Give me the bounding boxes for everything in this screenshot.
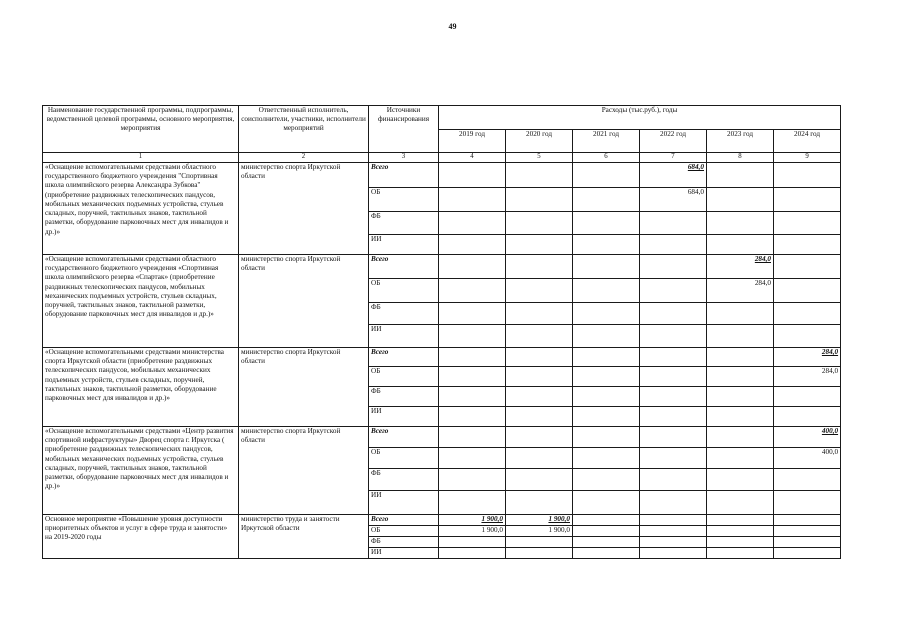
funding-source: Всего (369, 255, 439, 279)
expense-value (774, 163, 841, 188)
expense-value (640, 348, 707, 367)
expense-value (573, 235, 640, 255)
expense-value (573, 367, 640, 387)
measure-name: «Оснащение вспомогательными средствами областного государственного бюджетного учреждения «Спортивная школа олимпийского резерва «Спартак» (приобретение раздвижных телескопических пандусов, мобильных механических подъемных устройств, стульев складных, поручней, тактильных знаков, тактильной разметки, оборудование парковочных мест для инвалидов и др.)» (43, 255, 239, 348)
expense-value (774, 491, 841, 515)
expense-value (774, 526, 841, 537)
funding-source: ИИ (369, 235, 439, 255)
expense-value (573, 279, 640, 303)
expense-value (506, 407, 573, 427)
expense-value (439, 325, 506, 348)
column-number: 2 (239, 153, 369, 163)
expense-value (573, 526, 640, 537)
expense-value (439, 407, 506, 427)
expense-value: 400,0 (774, 448, 841, 469)
expense-value (640, 407, 707, 427)
expense-value (707, 387, 774, 407)
header-name-column: Наименование государственной программы, подпрограммы, ведомственной целевой программы, основного мероприятия, мероприятия (43, 106, 239, 153)
funding-source: ОБ (369, 188, 439, 212)
expense-value (707, 348, 774, 367)
expense-value (573, 515, 640, 526)
expense-value (439, 303, 506, 325)
measure-executor: министерство спорта Иркутской области (239, 348, 369, 427)
expense-value (707, 515, 774, 526)
expense-value (707, 537, 774, 548)
expense-value (640, 515, 707, 526)
expense-value (640, 367, 707, 387)
expense-value (506, 367, 573, 387)
table-row (43, 515, 841, 526)
measure-executor: министерство спорта Иркутской области (239, 255, 369, 348)
column-number: 7 (640, 153, 707, 163)
expense-value (640, 548, 707, 559)
expense-value: 284,0 (707, 255, 774, 279)
expense-value (707, 548, 774, 559)
expense-value (774, 325, 841, 348)
header-executor-column: Ответственный исполнитель, соисполнители, участники, исполнители мероприятий (239, 106, 369, 153)
funding-source: ОБ (369, 367, 439, 387)
header-expenses: Расходы (тыс.руб.), годы (439, 106, 841, 130)
expense-value (707, 367, 774, 387)
budget-body (43, 163, 841, 559)
expense-value (640, 427, 707, 448)
header-year: 2024 год (774, 130, 841, 153)
expense-value (439, 163, 506, 188)
funding-source: ОБ (369, 526, 439, 537)
expense-value (573, 163, 640, 188)
expense-value (573, 387, 640, 407)
expense-value (707, 163, 774, 188)
expense-value (774, 279, 841, 303)
expense-value (573, 212, 640, 235)
table-row (43, 255, 841, 279)
expense-value (439, 212, 506, 235)
header-year: 2022 год (640, 130, 707, 153)
funding-source: Всего (369, 427, 439, 448)
expense-value (707, 325, 774, 348)
expense-value (774, 537, 841, 548)
expense-value (506, 235, 573, 255)
measure-executor: министерство труда и занятости Иркутской области (239, 515, 369, 559)
expense-value (439, 448, 506, 469)
expense-value: 1 900,0 (439, 526, 506, 537)
expense-value (707, 526, 774, 537)
column-number: 4 (439, 153, 506, 163)
expense-value (774, 515, 841, 526)
funding-source: ФБ (369, 387, 439, 407)
expense-value (774, 188, 841, 212)
expense-value (573, 303, 640, 325)
expense-value (774, 387, 841, 407)
expense-value: 1 900,0 (506, 515, 573, 526)
expense-value (707, 448, 774, 469)
expense-value (640, 537, 707, 548)
measure-name: «Оснащение вспомогательными средствами министерства спорта Иркутской области (приобретение раздвижных телескопических пандусов, мобильных механических подъемных устройств, стульев складных, поручней, тактильных знаков, тактильной разметки, оборудование парковочных мест для инвалидов и др.)» (43, 348, 239, 427)
funding-source: ИИ (369, 548, 439, 559)
header-year: 2021 год (573, 130, 640, 153)
expense-value (506, 348, 573, 367)
expense-value: 684,0 (640, 188, 707, 212)
expense-value (640, 469, 707, 491)
expense-value (506, 325, 573, 348)
expense-value (774, 235, 841, 255)
expense-value (506, 163, 573, 188)
funding-source: ФБ (369, 212, 439, 235)
expense-value (439, 367, 506, 387)
expense-value (774, 255, 841, 279)
expense-value (573, 427, 640, 448)
funding-source: Всего (369, 163, 439, 188)
funding-source: ОБ (369, 448, 439, 469)
expense-value (707, 407, 774, 427)
funding-source: ФБ (369, 303, 439, 325)
header-year: 2023 год (707, 130, 774, 153)
expense-value: 284,0 (774, 367, 841, 387)
expense-value (640, 491, 707, 515)
expense-value (573, 537, 640, 548)
expense-value (573, 325, 640, 348)
expense-value (506, 548, 573, 559)
expense-value (506, 279, 573, 303)
column-number: 9 (774, 153, 841, 163)
expense-value (573, 491, 640, 515)
expense-value (506, 537, 573, 548)
column-number: 1 (43, 153, 239, 163)
expense-value (506, 387, 573, 407)
funding-source: ОБ (369, 279, 439, 303)
measure-name: «Оснащение вспомогательными средствами областного государственного бюджетного учреждения "Спортивная школа олимпийского резерва Александра Зубкова" (приобретение раздвижных телескопических пандусов, мобильных механических подъемных устройства, стульев складных, поручней, тактильных знаков, тактильной разметки, оборудование парковочных мест для инвалидов и др.)» (43, 163, 239, 255)
table-row (43, 348, 841, 367)
expense-value (707, 491, 774, 515)
funding-source: ИИ (369, 325, 439, 348)
expense-value: 284,0 (707, 279, 774, 303)
expense-value (640, 387, 707, 407)
expense-value (439, 469, 506, 491)
funding-source: ИИ (369, 407, 439, 427)
expense-value (573, 407, 640, 427)
expense-value (640, 255, 707, 279)
expense-value (439, 548, 506, 559)
expense-value (774, 469, 841, 491)
expense-value: 400,0 (774, 427, 841, 448)
expense-value (506, 255, 573, 279)
expense-value (707, 188, 774, 212)
header-year: 2020 год (506, 130, 573, 153)
column-number: 3 (369, 153, 439, 163)
expense-value (640, 448, 707, 469)
expense-value (506, 188, 573, 212)
funding-source: ФБ (369, 469, 439, 491)
page-number: 49 (448, 22, 457, 31)
expense-value (640, 279, 707, 303)
header-year: 2019 год (439, 130, 506, 153)
measure-name: «Оснащение вспомогательными средствами «Центр развития спортивной инфраструктуры» Дворец спорта г. Иркутска ( приобретение раздвижных телескопических пандусов, мобильных механических подъемных устройства, стульев складных, поручней, тактильных знаков, тактильной разметки, оборудование парковочных мест для инвалидов и др.)» (43, 427, 239, 515)
funding-source: ФБ (369, 537, 439, 548)
expense-value (640, 235, 707, 255)
expense-value (506, 212, 573, 235)
expense-value (774, 212, 841, 235)
expense-value (439, 279, 506, 303)
expense-value (640, 526, 707, 537)
column-number: 6 (573, 153, 640, 163)
expense-value (439, 537, 506, 548)
expense-value (707, 469, 774, 491)
measure-executor: министерство спорта Иркутской области (239, 427, 369, 515)
expense-value (506, 491, 573, 515)
expense-value (573, 255, 640, 279)
funding-source: ИИ (369, 491, 439, 515)
funding-source: Всего (369, 348, 439, 367)
expense-value (707, 235, 774, 255)
expense-value: 1 900,0 (439, 515, 506, 526)
column-number: 5 (506, 153, 573, 163)
measure-executor: министерство спорта Иркутской области (239, 163, 369, 255)
expense-value (707, 427, 774, 448)
expense-value (439, 255, 506, 279)
expense-value (707, 212, 774, 235)
expense-value (640, 212, 707, 235)
expense-value (573, 548, 640, 559)
expense-value (439, 387, 506, 407)
funding-source: Всего (369, 515, 439, 526)
expense-value (573, 348, 640, 367)
table-row (43, 427, 841, 448)
column-number: 8 (707, 153, 774, 163)
measure-name: Основное мероприятие «Повышение уровня доступности приоритетных объектов и услуг в сфере труда и занятости» на 2019-2020 годы (43, 515, 239, 559)
expense-value (640, 303, 707, 325)
table-row (43, 163, 841, 188)
expense-value (439, 427, 506, 448)
expense-value (506, 469, 573, 491)
expense-value: 1 900,0 (506, 526, 573, 537)
expense-value (439, 188, 506, 212)
expense-value (506, 427, 573, 448)
expense-value (506, 303, 573, 325)
expense-value: 684,0 (640, 163, 707, 188)
expense-value (640, 325, 707, 348)
expense-value (573, 188, 640, 212)
expense-value (707, 303, 774, 325)
expense-value (573, 469, 640, 491)
expense-value (573, 448, 640, 469)
expense-value (439, 491, 506, 515)
expense-value (506, 448, 573, 469)
expense-value (774, 407, 841, 427)
header-source-column: Источники финансирования (369, 106, 439, 153)
expense-value: 284,0 (774, 348, 841, 367)
expense-value (439, 348, 506, 367)
expense-value (774, 548, 841, 559)
expense-value (439, 235, 506, 255)
budget-table (42, 105, 841, 559)
expense-value (774, 303, 841, 325)
